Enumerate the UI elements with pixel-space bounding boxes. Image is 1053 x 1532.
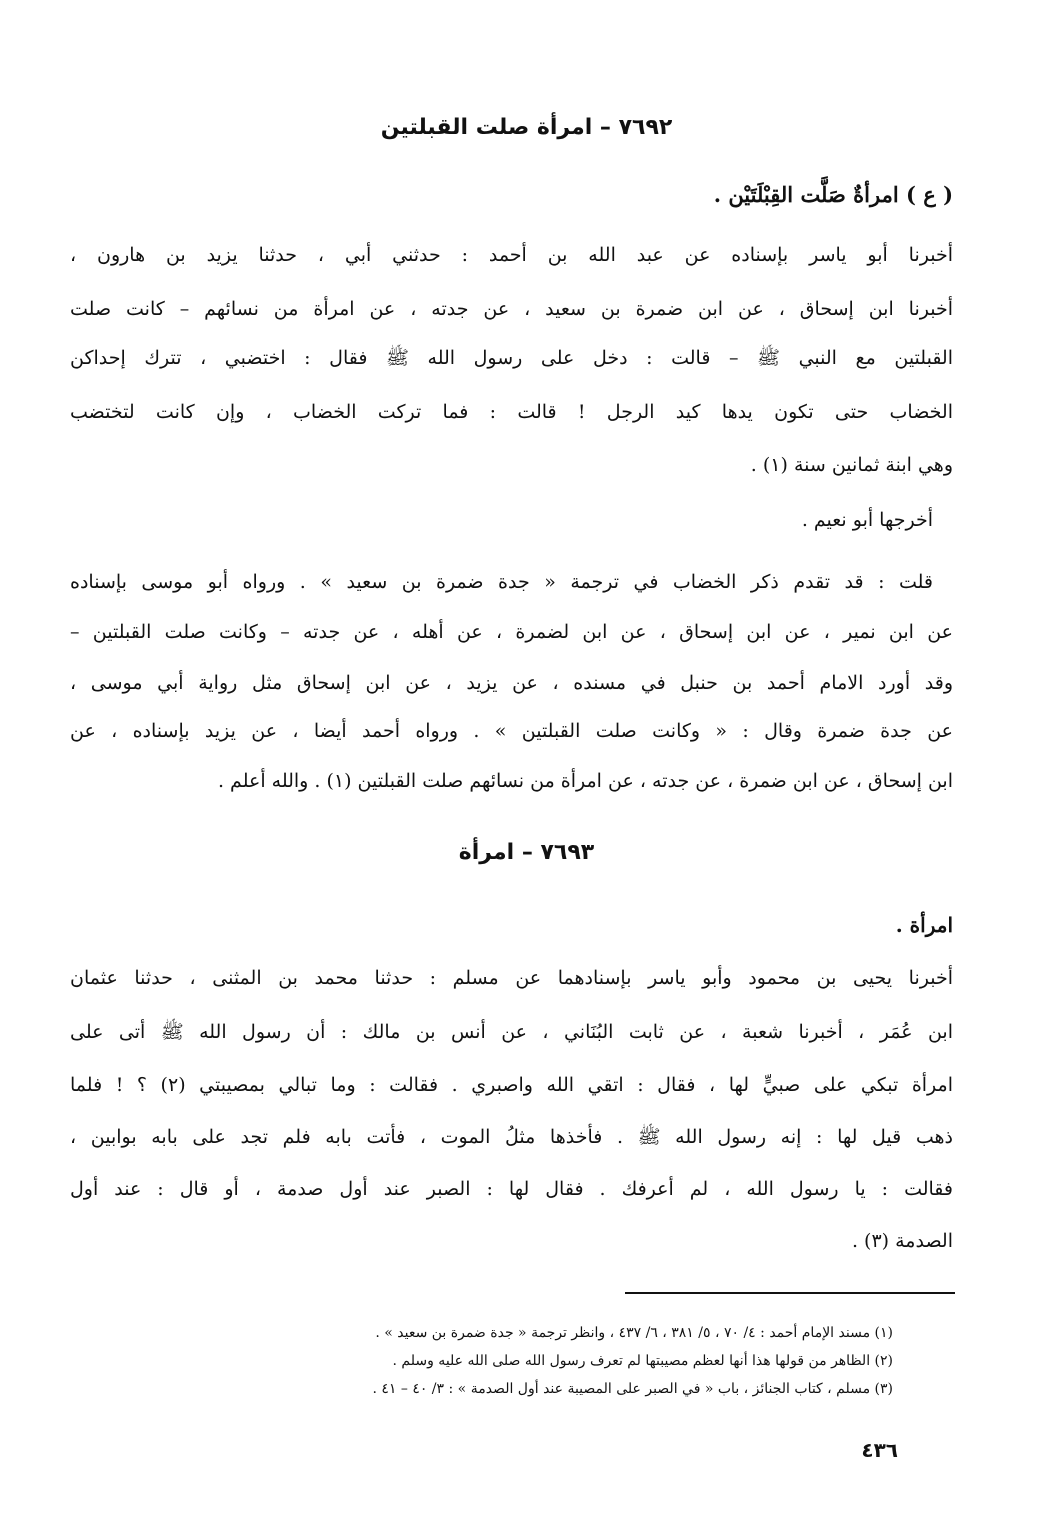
entry-7692-line-5: وهي ابنة ثمانين سنة (١) . (750, 454, 953, 476)
entry-7693-line-6: الصدمة (٣) . (851, 1230, 953, 1252)
entry-7692-note-4: عن جدة ضمرة وقال : « وكانت صلت القبلتين » . ورواه أحمد أيضا ، عن يزيد بإسناده ، عن (70, 720, 953, 742)
footnote-divider (625, 1292, 955, 1294)
entry-7693-line-5: فقالت : يا رسول الله ، لم أعرفك . فقال لها : الصبر عند أول صدمة ، أو قال : عند أول (70, 1178, 953, 1200)
page-number: ٤٣٦ (861, 1438, 898, 1462)
entry-7692-title: ٧٦٩٢ – امرأة صلت القبلتين (380, 115, 673, 140)
entry-7692-line-4: الخضاب حتى تكون يدها كيد الرجل ! قالت : فما تركت الخضاب ، وإن كانت لتختضب (70, 401, 953, 423)
entry-7693-line-2: ابن عُمَر ، أخبرنا شعبة ، عن ثابت البُنَاني ، عن أنس بن مالك : أن رسول الله ﷺ أتى على (70, 1021, 953, 1043)
entry-7692-note-1: قلت : قد تقدم ذكر الخضاب في ترجمة « جدة ضمرة بن سعيد » . ورواه أبو موسى بإسناده (70, 571, 933, 593)
footnote-1: (١) مسند الإمام أحمد : ٤/ ٧٠ ، ٥/ ٣٨١ ، ٦/ ٤٣٧ ، وانظر ترجمة « جدة ضمرة بن سعيد » . (375, 1325, 893, 1341)
entry-7692-note-5: ابن إسحاق ، عن ابن ضمرة ، عن جدته ، عن امرأة من نسائهم صلت القبلتين (١) . والله أعلم . (217, 770, 953, 792)
entry-7692-note-3: وقد أورد الامام أحمد بن حنبل في مسنده ، عن يزيد ، عن ابن إسحاق مثل رواية أبي موسى ، (70, 672, 953, 694)
entry-7692-line-2: أخبرنا ابن إسحاق ، عن ابن ضمرة بن سعيد ، عن جدته ، عن امرأة من نسائهم – كانت صلت (70, 298, 953, 320)
entry-7692-intro: ( ع ) امرأةٌ صَلَّت القِبْلَتَيْن . (713, 182, 953, 207)
entry-7692-line-1: أخبرنا أبو ياسر بإسناده عن عبد الله بن أحمد : حدثني أبي ، حدثنا يزيد بن هارون ، (70, 244, 953, 266)
entry-7692-extract: أخرجها أبو نعيم . (801, 509, 933, 531)
footnote-2: (٢) الظاهر من قولها هذا أنها لعظم مصيبتها لم تعرف رسول الله صلى الله عليه وسلم . (392, 1353, 893, 1369)
entry-7692-line-3: القبلتين مع النبي ﷺ – قالت : دخل على رسول الله ﷺ فقال : اختضبي ، تترك إحداكن (70, 347, 953, 369)
entry-7693-line-3: امرأة تبكي على صبيٍّ لها ، فقال : اتقي الله واصبري . فقالت : وما تبالي بمصيبتي (٢) ؟ ! فلما (70, 1074, 953, 1096)
footnote-3: (٣) مسلم ، كتاب الجنائز ، باب « في الصبر على المصيبة عند أول الصدمة » : ٣/ ٤٠ – ٤١ . (372, 1381, 893, 1397)
entry-7693-title: ٧٦٩٣ – امرأة (458, 840, 595, 865)
entry-7693-line-4: ذهب قيل لها : إنه رسول الله ﷺ . فأخذها مثلُ الموت ، فأتت بابه فلم تجد على بابه بوابين ، (70, 1126, 953, 1148)
entry-7693-intro: امرأة . (895, 913, 953, 937)
entry-7693-line-1: أخبرنا يحيى بن محمود وأبو ياسر بإسنادهما عن مسلم : حدثنا محمد بن المثنى ، حدثنا عثمان (70, 967, 953, 989)
entry-7692-note-2: عن ابن نمير ، عن ابن إسحاق ، عن ابن لضمرة ، عن أهله ، عن جدته – وكانت صلت القبلتين – (70, 621, 953, 643)
